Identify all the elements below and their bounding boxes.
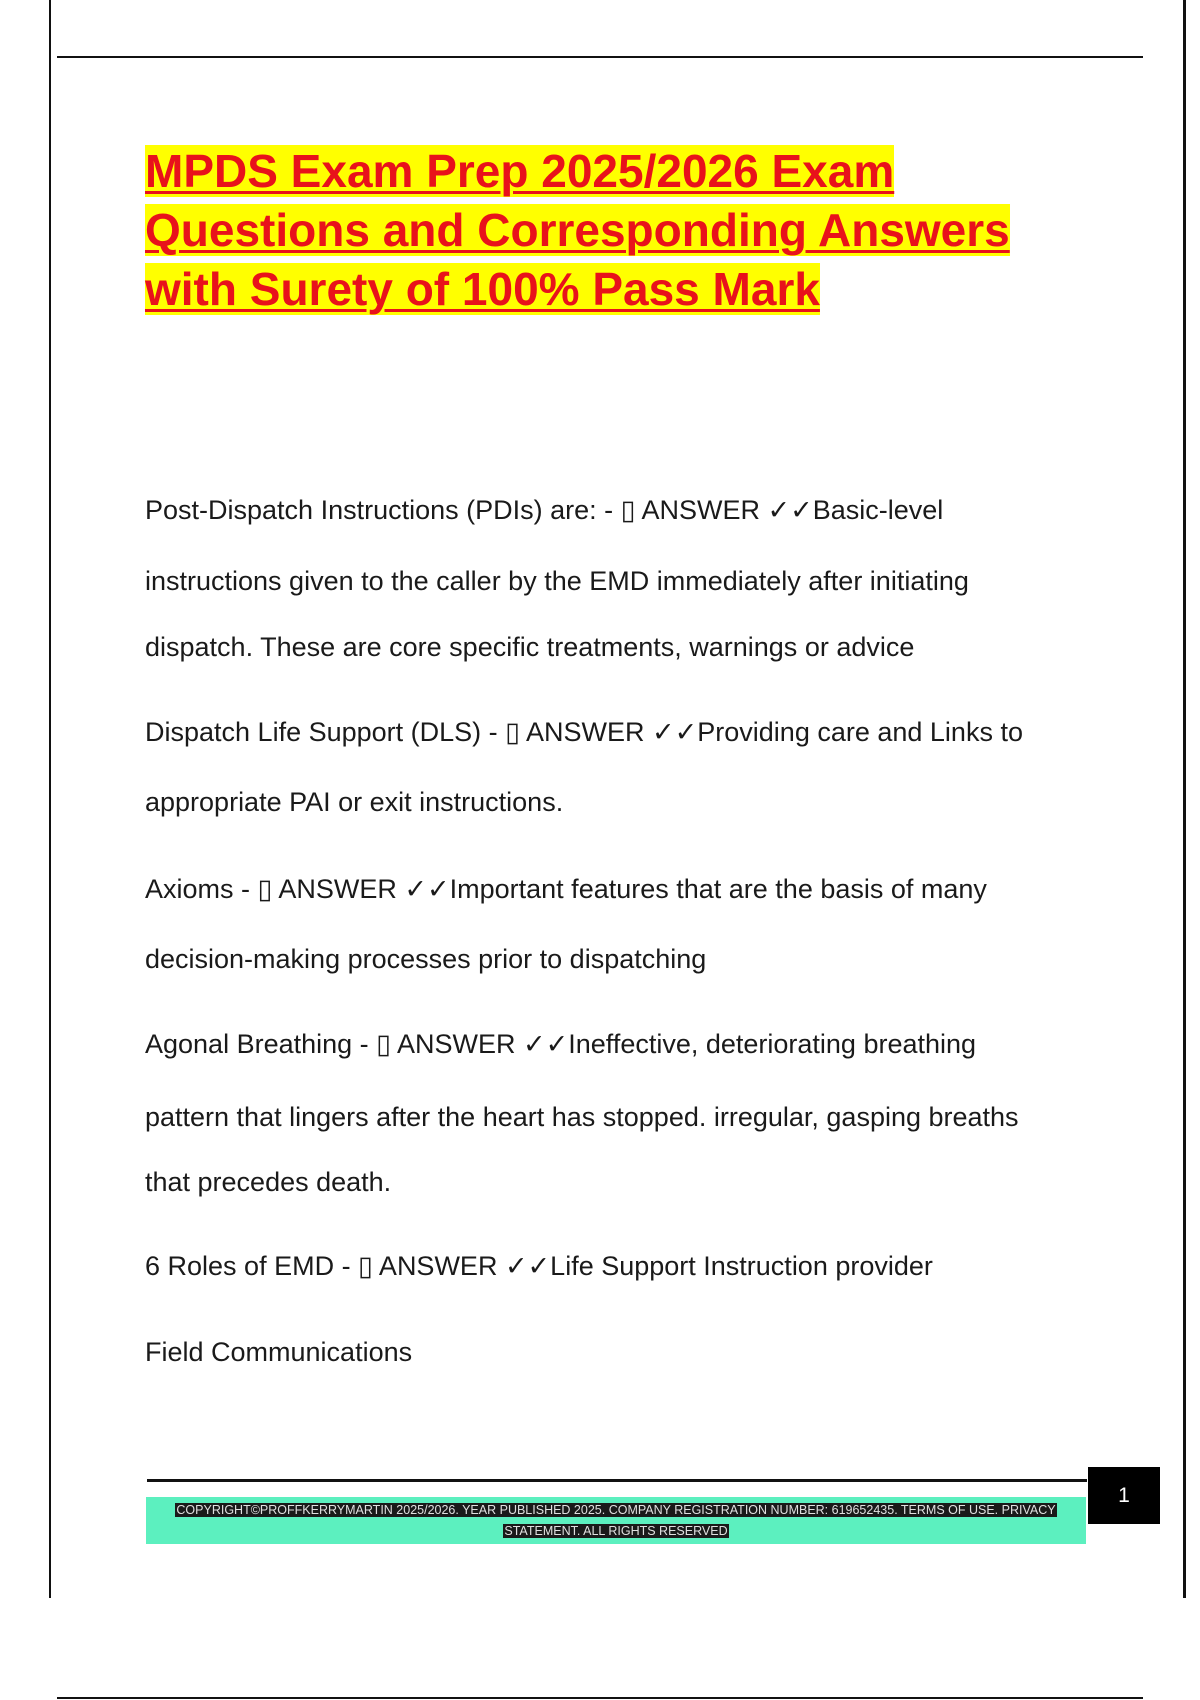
copyright-text: COPYRIGHT©PROFFKERRYMARTIN 2025/2026. YEAR PUBLISHED 2025. COMPANY REGISTRATION NUMBER: 619652435. TERMS OF USE. PRIVACY STATEMENT. ALL RIGHTS RESERVED — [176, 1503, 1056, 1538]
copyright-footer — [146, 1497, 1086, 1544]
body-line-4: Dispatch Life Support (DLS) - ▯ ANSWER ✓✓Providing care and Links to — [145, 717, 1023, 747]
footer-rule — [147, 1479, 1087, 1482]
title-line-2: Questions and Corresponding Answers — [145, 204, 1010, 256]
body-line-6: Axioms - ▯ ANSWER ✓✓Important features that are the basis of many — [145, 874, 987, 904]
page-border-left — [49, 0, 51, 1598]
body-line-7: decision-making processes prior to dispatching — [145, 944, 707, 974]
body-line-3: dispatch. These are core specific treatments, warnings or advice — [145, 632, 915, 662]
document-title — [145, 142, 1085, 319]
body-line-1: Post-Dispatch Instructions (PDIs) are: - ▯ ANSWER ✓✓Basic-level — [145, 495, 944, 525]
body-line-2: instructions given to the caller by the EMD immediately after initiating — [145, 566, 969, 596]
page-number: 1 — [1088, 1467, 1160, 1524]
body-line-10: that precedes death. — [145, 1167, 392, 1197]
body-line-12: Field Communications — [145, 1337, 413, 1367]
body-line-8: Agonal Breathing - ▯ ANSWER ✓✓Ineffective, deteriorating breathing — [145, 1029, 977, 1059]
title-line-3: with Surety of 100% Pass Mark — [145, 263, 820, 315]
body-line-9: pattern that lingers after the heart has stopped. irregular, gasping breaths — [145, 1102, 1019, 1132]
header-rule — [57, 56, 1143, 58]
next-page-rule — [57, 1697, 1143, 1699]
title-line-1: MPDS Exam Prep 2025/2026 Exam — [145, 145, 895, 197]
body-line-5: appropriate PAI or exit instructions. — [145, 787, 564, 817]
body-line-11: 6 Roles of EMD - ▯ ANSWER ✓✓Life Support Instruction provider — [145, 1251, 933, 1281]
page-border-right — [1183, 0, 1186, 1598]
